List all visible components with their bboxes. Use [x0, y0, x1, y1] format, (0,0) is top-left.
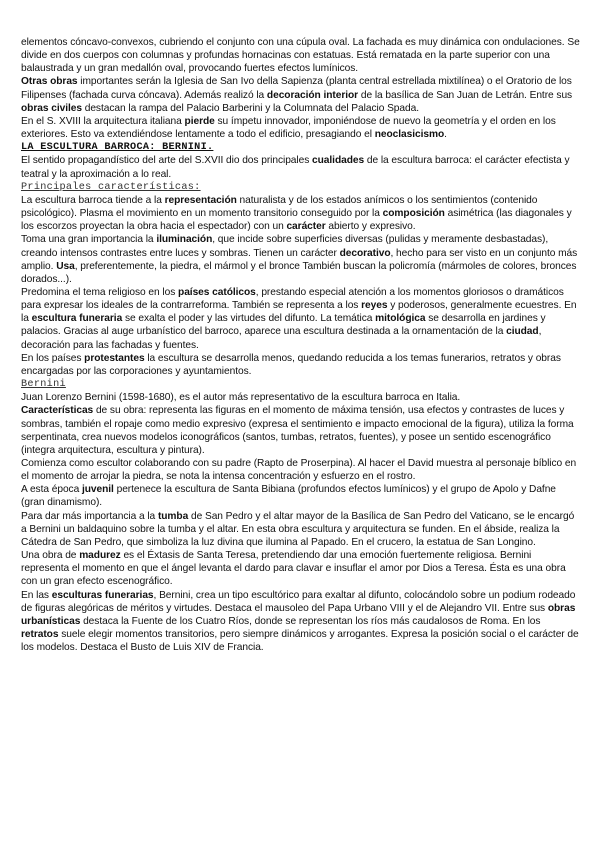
text-span: , decoración para las fachadas y fuentes. [21, 326, 542, 351]
paragraph-funerarias [21, 589, 580, 655]
text-span: de la escultura barroca: el carácter efectista y teatral y la aproximación a lo real. [21, 155, 570, 180]
paragraph-siglo-xviii [21, 115, 580, 141]
paragraph-juvenil [21, 483, 580, 509]
text-span: se desarrolla en jardines y palacios. Gracias al auge urbanístico del barroco, aparece una escultura destinada a la ornamentación de la [21, 313, 546, 338]
text-span: , prestando especial atención a los momentos gloriosos o dramáticos para expresar los ideales de la contrarreforma. También se representa a los [21, 286, 564, 312]
bold-term: tumba [157, 510, 189, 522]
paragraph-tema-religioso [21, 286, 580, 352]
text-span: El sentido propagandístico del arte del S.XVII dio dos principales [21, 155, 313, 167]
text-span: Predomina el tema religioso en los [21, 286, 179, 298]
bold-term: ciudad [506, 326, 539, 338]
text-span: de su obra: representa las figuras en el momento de máxima tensión, usa efectos y contrastes de luces y sombras, también el ropaje como medio expresivo (expresa el sentimiento e impacto emocional de la figura), utiliza la forma serpentinata, crea nuevos modelos iconográficos (santos, tumbas, retratos, fuentes), y posee un sentido escenográfico (integra arquitectura, escultura y pintura). [21, 405, 574, 456]
bold-term: composición [382, 208, 445, 220]
bold-term: decorativo [339, 247, 391, 259]
bold-term: madurez [79, 550, 121, 562]
text-span: de San Pedro y el altar mayor de la Basílica de San Pedro del Vaticano, se le encargó a Bernini un baldaquino sobre la tumba y el altar. En esta obra escultura y arquitectura se funden. En el ábside, realiza la Cátedra de San Pedro, que simboliza la luz divina que ilumina al Papado. En el crucero, la estatua de San Longino. [21, 510, 575, 548]
text-span: La escultura barroca tiende a la [21, 194, 165, 206]
text-span: A esta época [21, 484, 82, 496]
bold-term: pierde [184, 115, 215, 127]
text-span: destaca la Fuente de los Cuatro Ríos, donde se representan los ríos más caudalosos de Roma. En los [80, 615, 541, 627]
bold-term: esculturas funerarias [51, 589, 154, 601]
bold-term: escultura funeraria [31, 313, 123, 325]
text-span: , Bernini, crea un tipo escultórico para exaltar al difunto, colocándolo sobre un podium rodeado de figuras alegóricas de méritos y virtudes. Destaca el mausoleo del Papa Urbano VIII y el de Alejandro VII. Entre sus [21, 589, 576, 614]
paragraph-caracteristicas-obra [21, 404, 580, 457]
text-span: elementos cóncavo-convexos, cubriendo el conjunto con una cúpula oval. La fachada es muy dinámica con ondulaciones. Se divide en dos cuerpos con columnas y profundas hornacinas con estatuas. Está rematada en la parte superior con una balaustrada y un gran medallón oval, provocando fuertes efectos lumínicos. [21, 37, 580, 75]
text-span: , hecho para ser visto en un conjunto más amplio. [21, 247, 578, 272]
subheading-caracteristicas: Principales características: [21, 181, 201, 193]
text-span: es el Éxtasis de Santa Teresa, pretendiendo dar una emoción fuertemente religiosa. Bernini representa el momento en que el ángel levanta el dardo para clavar e insuflar el amor por Dios a Teresa. Ésta es una obra con un gran efecto escenográfico. [21, 550, 566, 588]
bold-term: iluminación [156, 234, 213, 246]
text-span: Juan Lorenzo Bernini (1598-1680), es el autor más representativo de la escultura barroca en Italia. [21, 392, 461, 404]
text-span: . [444, 129, 447, 141]
text-span: En las [21, 589, 52, 601]
paragraph-bernini-intro [21, 391, 580, 404]
paragraph-representacion [21, 194, 580, 233]
text-span: Comienza como escultor colaborando con su padre (Rapto de Proserpina). Al hacer el David muestra al personaje bíblico en el momento de arrojar la piedra, se nota la intensa concentración y esfuerzo en el rostro. [21, 458, 577, 483]
text-span: y poderosos, generalmente ecuestres. En la [21, 300, 577, 325]
paragraph-iluminacion [21, 233, 580, 286]
text-span: En el S. XVIII la arquitectura italiana [21, 115, 185, 127]
bold-term: cualidades [312, 155, 365, 167]
text-span: Toma una gran importancia la [21, 234, 157, 246]
paragraph-tumba-san-pedro [21, 510, 580, 549]
text-span: pertenece la escultura de Santa Bibiana (profundos efectos lumínicos) y el grupo de Apolo y Dafne (gran dinamismo). [21, 484, 556, 509]
bold-term: mitológica [375, 313, 426, 325]
text-span: importantes serán la Iglesia de San Ivo della Sapienza (planta central estrellada mixtilínea) o el Oratorio de los Filipenses (fachada curva cóncava). Además realizó la [21, 76, 572, 101]
bold-term: carácter [286, 221, 326, 233]
text-span: se exalta el poder y las virtudes del difunto. La temática [122, 313, 376, 325]
text-span: su ímpetu innovador, imponiéndose de nuevo la geometría y el orden en los exteriores. Esto va extendiéndose lentamente a todo el edificio, presagiando el [21, 115, 556, 141]
bold-term: países católicos [178, 286, 256, 298]
paragraph-propaganda [21, 154, 580, 180]
bold-term: representación [164, 194, 237, 206]
subheading-bernini: Bernini [21, 379, 66, 391]
text-span: suele elegir momentos transitorios, pero siempre dinámicos y arrogantes. Expresa la posición social o el carácter de los modelos. Destaca el Busto de Luis XIV de Francia. [21, 629, 579, 654]
text-span: de la basílica de San Juan de Letrán. Entre sus [358, 89, 573, 101]
text-span: asimétrica (las diagonales y los escorzos proyectan la obra hacia el espectador) con un [21, 208, 572, 233]
paragraph-comienzo [21, 457, 580, 483]
bold-term: neoclasicismo [374, 129, 445, 141]
text-span: , preferentemente, la piedra, el mármol y el bronce También buscan la policromía (mármoles de colores, bronces dorados...). [21, 260, 577, 285]
text-span: abierto y expresivo. [325, 221, 416, 233]
paragraph-fachada [21, 36, 580, 75]
text-span: , que incide sobre superficies diversas (pulidas y meramente desbastadas), creando intensos contrastes entre luces y sombras. Tienen un carácter [21, 234, 549, 259]
bold-term: Otras obras [21, 76, 78, 88]
text-span: la escultura se desarrolla menos, quedando reducida a los temas funerarios, retratos y obras encargadas por las corporaciones y ayuntamientos. [21, 352, 561, 377]
bold-term: reyes [361, 300, 388, 312]
text-span: Para dar más importancia a la [21, 510, 158, 522]
text-span: Una obra de [21, 550, 80, 562]
bold-term: retratos [21, 629, 59, 641]
text-span: En los países [21, 352, 85, 364]
section-heading-escultura: LA ESCULTURA BARROCA: BERNINI. [21, 142, 214, 154]
text-span: naturalista y de los estados anímicos o los sentimientos (contenido psicológico). Plasma el movimiento en un momento transitorio conseguido por la [21, 194, 538, 220]
bold-term: juvenil [81, 484, 114, 496]
bold-term: protestantes [84, 352, 145, 364]
text-span: destacan la rampa del Palacio Barberini y la Columnata del Palacio Spada. [81, 102, 419, 114]
paragraph-protestantes [21, 352, 580, 378]
bold-term: decoración interior [266, 89, 359, 101]
bold-term: obras civiles [21, 102, 82, 114]
bold-term: Características [21, 405, 94, 417]
paragraph-madurez [21, 549, 580, 588]
bold-term: obras urbanísticas [21, 602, 576, 627]
bold-term: Usa [56, 260, 75, 272]
paragraph-otras-obras [21, 75, 580, 114]
